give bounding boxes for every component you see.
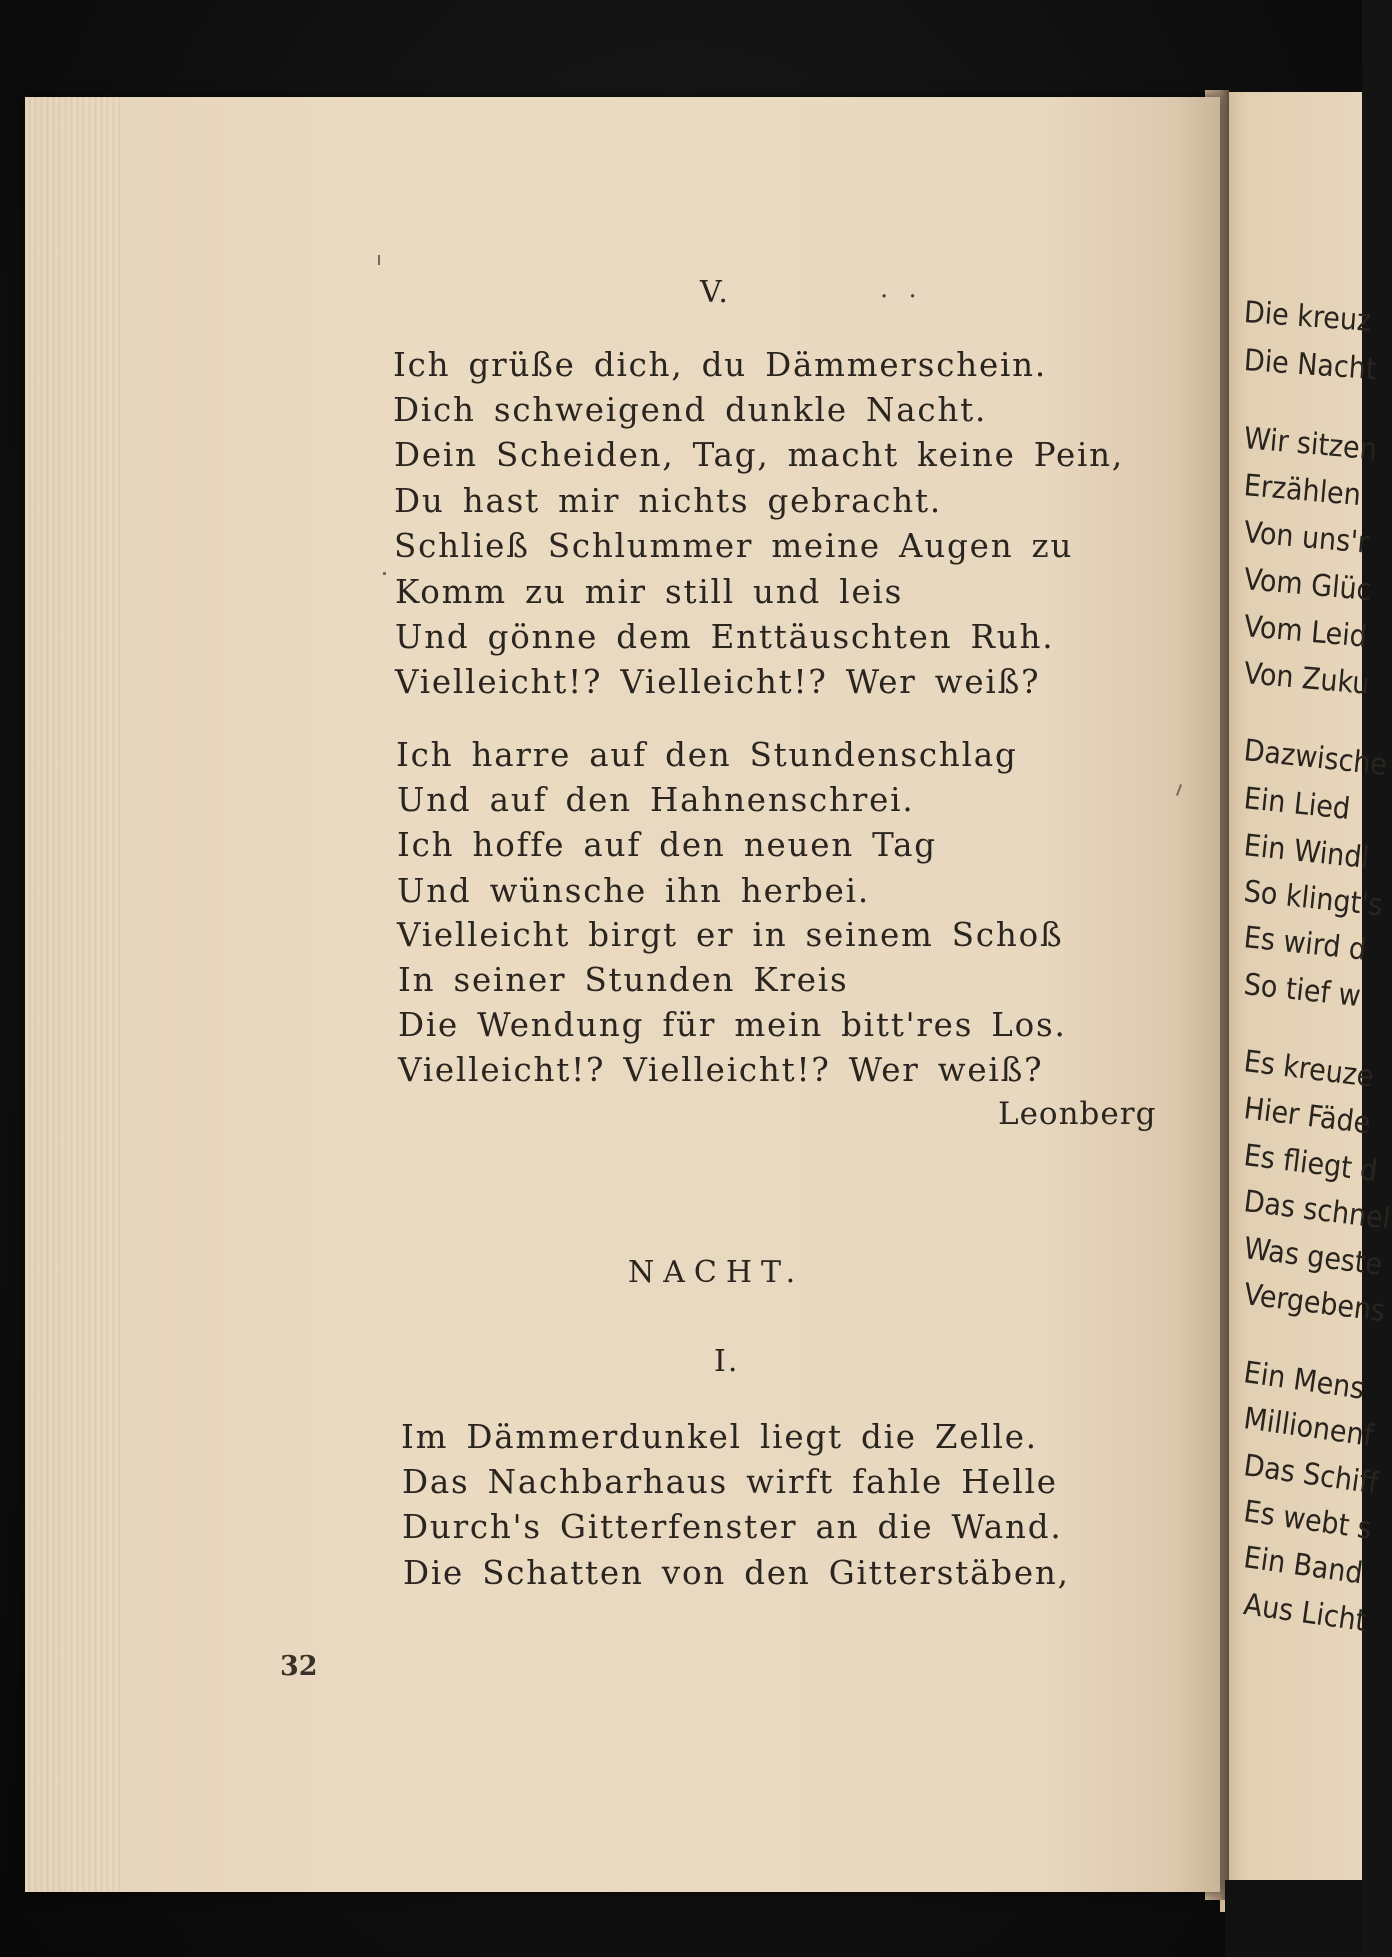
right-page-line: Dazwische bbox=[1242, 733, 1389, 783]
signature-leonberg: Leonberg bbox=[998, 1096, 1157, 1132]
verse-line: Und gönne dem Enttäuschten Ruh. bbox=[395, 618, 1055, 656]
right-page-line: Hier Fäde bbox=[1241, 1091, 1373, 1142]
section-heading-i: I. bbox=[714, 1344, 740, 1379]
verse-line: Die Wendung für mein bitt'res Los. bbox=[398, 1006, 1067, 1044]
right-page-line: Von Zuku bbox=[1242, 656, 1371, 702]
section-heading-nacht: NACHT. bbox=[628, 1255, 805, 1290]
verse-line: Vielleicht!? Vielleicht!? Wer weiß? bbox=[395, 663, 1041, 701]
right-page-shadow bbox=[1225, 1880, 1362, 1957]
right-page-line: Es wird d bbox=[1242, 920, 1368, 968]
verse-line: Du hast mir nichts gebracht. bbox=[394, 482, 942, 520]
right-page-line: Die kreuz bbox=[1242, 295, 1373, 339]
verse-line: Durch's Gitterfenster an die Wand. bbox=[402, 1508, 1063, 1546]
right-page-line: Ein Mens bbox=[1241, 1355, 1367, 1407]
right-page-line: Das Schiff bbox=[1241, 1448, 1381, 1502]
verse-line: Ich harre auf den Stundenschlag bbox=[396, 736, 1018, 774]
verse-line: In seiner Stunden Kreis bbox=[398, 961, 849, 999]
verse-line: Ich grüße dich, du Dämmerschein. bbox=[393, 346, 1048, 384]
verse-line: Schließ Schlummer meine Augen zu bbox=[394, 527, 1074, 565]
verse-line: Im Dämmerdunkel liegt die Zelle. bbox=[401, 1418, 1038, 1456]
verse-line: Ich hoffe auf den neuen Tag bbox=[397, 826, 937, 864]
right-page-line: So klingt's bbox=[1242, 874, 1385, 924]
right-page-line: Ein Band bbox=[1241, 1540, 1365, 1592]
right-page-line: Von uns'r bbox=[1242, 515, 1371, 561]
right-page-line: Es webt s bbox=[1241, 1494, 1374, 1547]
right-page-line: Die Nacht bbox=[1242, 343, 1378, 388]
right-page-line: Aus Licht bbox=[1241, 1587, 1369, 1639]
verse-line: Dich schweigend dunkle Nacht. bbox=[393, 391, 988, 429]
right-page-line: Was geste bbox=[1241, 1231, 1385, 1283]
right-page-line: Ein Windl bbox=[1242, 828, 1371, 877]
right-page-line: Millionenf bbox=[1241, 1401, 1376, 1454]
right-page-line: Vergebens bbox=[1241, 1277, 1388, 1330]
right-page-line: Erzählen bbox=[1242, 468, 1363, 514]
verse-line: Das Nachbarhaus wirft fahle Helle bbox=[402, 1463, 1058, 1501]
paper-mark bbox=[383, 572, 386, 575]
verse-line: Und wünsche ihn herbei. bbox=[397, 872, 870, 910]
right-page-line: So tief w bbox=[1242, 967, 1363, 1015]
right-page-line: Vom Glüc bbox=[1242, 562, 1373, 609]
page-edges bbox=[25, 97, 120, 1892]
verse-line: Dein Scheiden, Tag, macht keine Pein, bbox=[394, 436, 1125, 474]
right-page-line: Das schnel bbox=[1241, 1184, 1392, 1237]
right-page-line: Es fliegt d bbox=[1241, 1138, 1380, 1190]
right-page-line: Es kreuze bbox=[1241, 1044, 1376, 1095]
section-heading-v: V. bbox=[700, 275, 730, 310]
verse-line: Vielleicht birgt er in seinem Schoß bbox=[397, 916, 1064, 954]
heading-dots: · · bbox=[880, 282, 923, 312]
verse-line: Vielleicht!? Vielleicht!? Wer weiß? bbox=[398, 1051, 1044, 1089]
right-page-line: Vom Leid bbox=[1242, 609, 1369, 655]
verse-line: Die Schatten von den Gitterstäben, bbox=[403, 1554, 1070, 1592]
verse-line: Komm zu mir still und leis bbox=[395, 573, 904, 611]
page-number: 32 bbox=[280, 1651, 318, 1682]
verse-line: Und auf den Hahnenschrei. bbox=[397, 781, 915, 819]
right-page-line: Wir sitzen bbox=[1242, 421, 1379, 468]
paper-mark bbox=[378, 255, 380, 265]
right-page-line: Ein Lied bbox=[1242, 781, 1352, 828]
